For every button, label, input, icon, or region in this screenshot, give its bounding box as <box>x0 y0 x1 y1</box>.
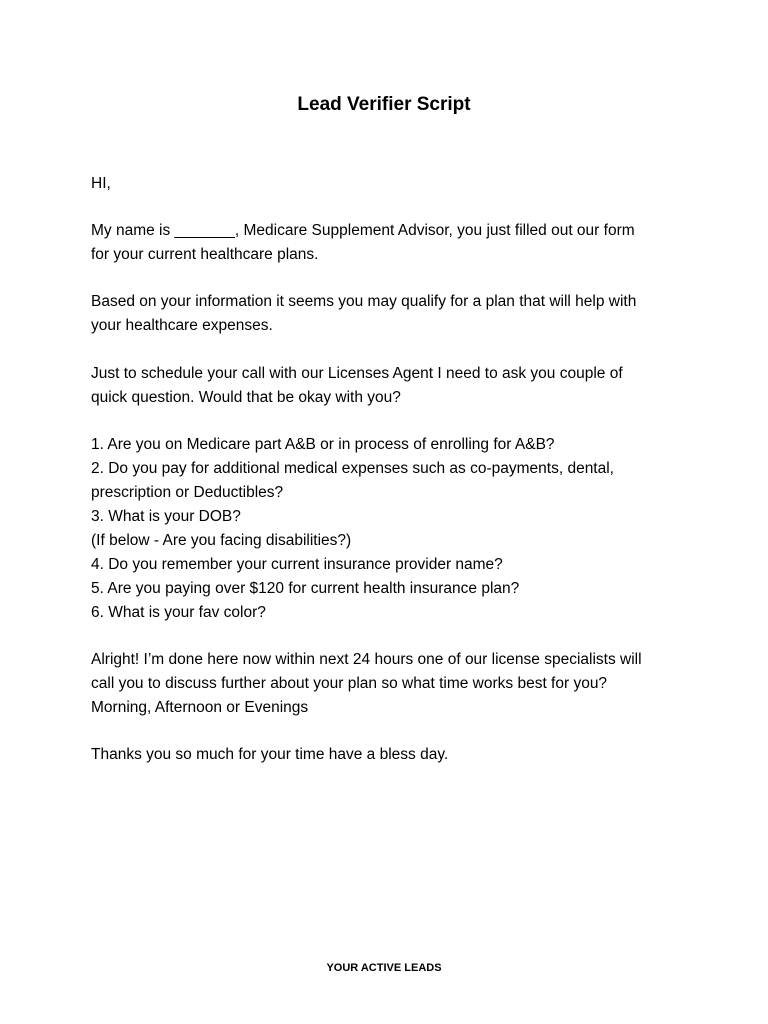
question-item: 2. Do you pay for additional medical expenses such as co-payments, dental, <box>91 460 614 477</box>
document-title: Lead Verifier Script <box>297 94 471 115</box>
schedule-paragraph <box>91 362 681 410</box>
question-item: 4. Do you remember your current insurance provider name? <box>91 556 503 573</box>
question-list <box>91 433 681 625</box>
question-item: 5. Are you paying over $120 for current health insurance plan? <box>91 580 520 597</box>
closing-paragraph <box>91 648 681 720</box>
question-item: 1. Are you on Medicare part A&B or in process of enrolling for A&B? <box>91 436 555 453</box>
intro-paragraph <box>91 219 681 267</box>
document-footer: YOUR ACTIVE LEADS <box>326 962 442 974</box>
schedule-line: Just to schedule your call with our Licenses Agent I need to ask you couple of <box>91 365 623 382</box>
intro-line: for your current healthcare plans. <box>91 246 319 263</box>
question-item: (If below - Are you facing disabilities?) <box>91 532 352 549</box>
closing-line: Morning, Afternoon or Evenings <box>91 699 309 716</box>
qualify-line: Based on your information it seems you may qualify for a plan that will help with <box>91 293 637 310</box>
thanks-paragraph: Thanks you so much for your time have a bless day. <box>91 746 449 763</box>
question-item: prescription or Deductibles? <box>91 484 284 501</box>
question-item: 6. What is your fav color? <box>91 604 266 621</box>
question-item: 3. What is your DOB? <box>91 508 241 525</box>
greeting-paragraph: HI, <box>91 175 111 192</box>
intro-line: My name is _______, Medicare Supplement Advisor, you just filled out our form <box>91 222 635 239</box>
closing-line: Alright! I’m done here now within next 24 hours one of our license specialists will <box>91 651 642 668</box>
closing-line: call you to discuss further about your plan so what time works best for you? <box>91 675 608 692</box>
qualify-line: your healthcare expenses. <box>91 317 273 334</box>
schedule-line: quick question. Would that be okay with you? <box>91 389 401 406</box>
qualify-paragraph <box>91 290 681 338</box>
